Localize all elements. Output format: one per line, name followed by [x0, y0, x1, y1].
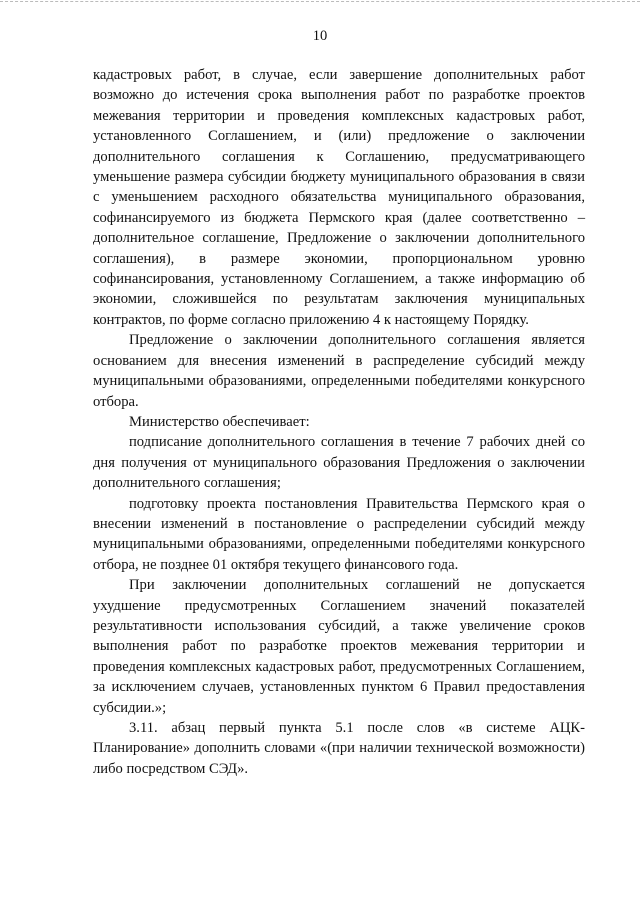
paragraph-ministry-ensures: Министерство обеспечивает:: [129, 413, 310, 430]
paragraph-continuation: кадастровых работ, в случае, если завершение дополнительных работ возможно до истечения срока выполнения работ по разработке проектов межевания территории и проведения комплексных кадастровых работ, установленного Соглашением, и (или) предложение о заключении дополнительного соглашения к Соглашению, предусматривающего уменьшение размера субсидии бюджету муниципального образования в связи с уменьшением расходного обязательства муниципального образования, софинансируемого из бюджета Пермского края (далее соответственно – дополнительное соглашение, Предложение о заключении дополнительного соглашения), в размере экономии, пропорциональном уровню софинансирования, установленному Соглашением, а также информацию об экономии, сложившейся по результатам заключения муниципальных контрактов, по форме согласно приложению 4 к настоящему Порядку.: [93, 67, 585, 328]
paragraph-restrictions: При заключении дополнительных соглашений не допускается ухудшение предусмотренных Соглашением значений показателей результативности использования субсидий, а также увеличение сроков выполнения работ по разработке проектов межевания территории и проведения комплексных кадастровых работ, предусмотренных Соглашением, за исключением случаев, установленных пунктом 6 Правил предоставления субсидии.»;: [93, 577, 585, 716]
paragraph-signing-agreement: подписание дополнительного соглашения в течение 7 рабочих дней со дня получения от муниципального образования Предложения о заключении дополнительного соглашения;: [93, 434, 585, 492]
document-body: [93, 65, 585, 779]
paragraph-proposal-basis: Предложение о заключении дополнительного соглашения является основанием для внесения изменений в распределение субсидий между муниципальными образованиями, определенными победителями конкурсного отбора.: [93, 332, 585, 410]
scan-edge-divider: [0, 1, 640, 3]
page-number: 10: [312, 28, 328, 44]
paragraph-draft-resolution: подготовку проекта постановления Правительства Пермского края о внесении изменений в постановление о распределении субсидий между муниципальными образованиями, определенными победителями конкурсного отбора, не позднее 01 октября текущего финансового года.: [93, 495, 585, 573]
paragraph-amendment-3-11: 3.11. абзац первый пункта 5.1 после слов «в системе АЦК-Планирование» дополнить словами «(при наличии технической возможности) либо посредством СЭД».: [93, 720, 585, 777]
